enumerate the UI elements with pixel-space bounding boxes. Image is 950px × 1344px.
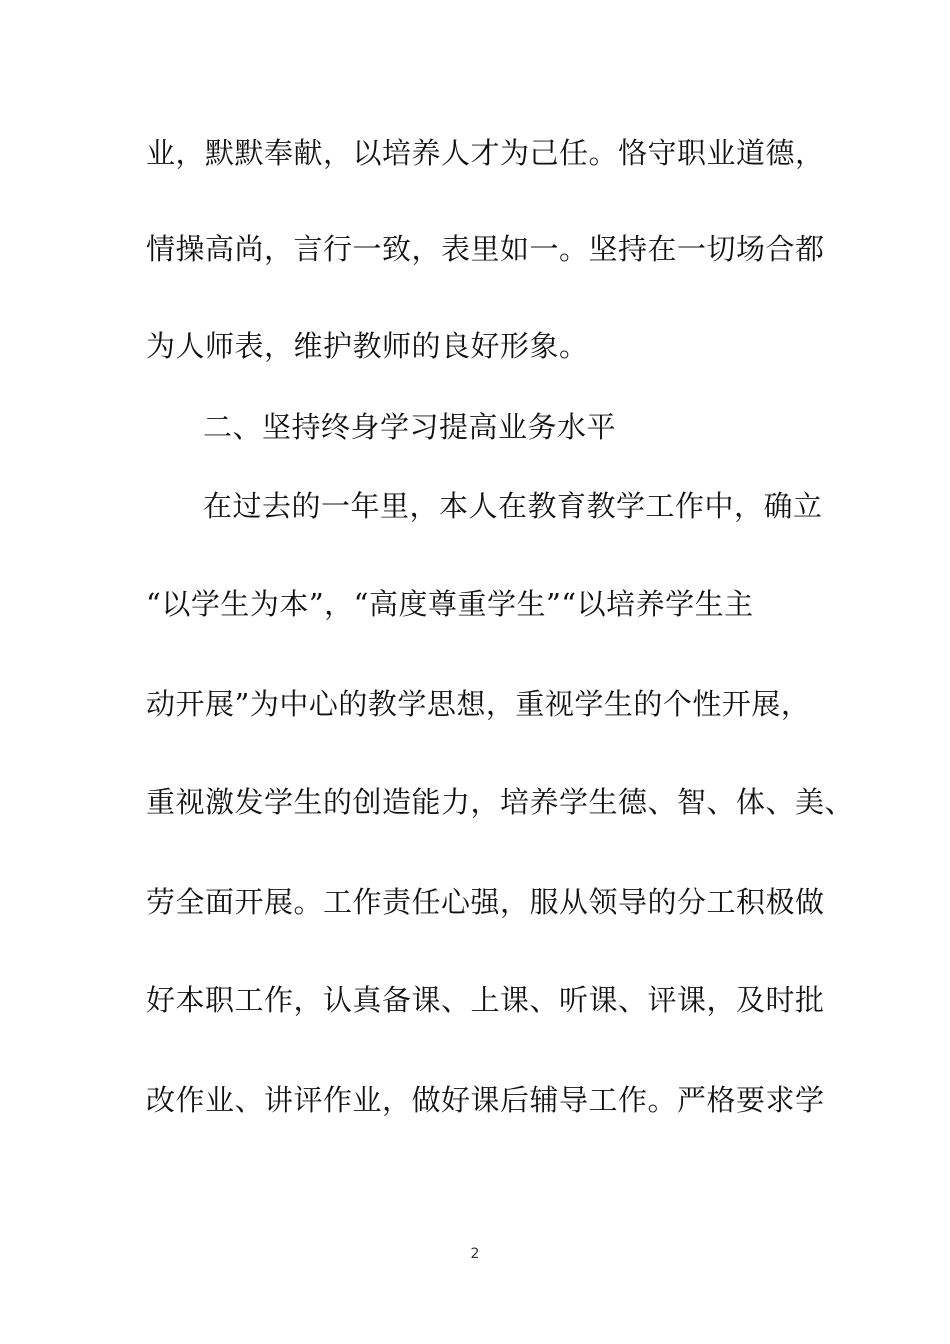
body-text-line: 动开展”为中心的教学思想，重视学生的个性开展， [146,687,811,721]
body-text-line: “以学生为本”，“高度尊重学生”“以培养学生主 [146,587,754,621]
body-text-line: 为人师表，维护教师的良好形象。 [146,329,589,363]
body-text-line: 业，默默奉献，以培养人才为己任。恪守职业道德， [146,136,825,170]
body-text-line: 情操高尚，言行一致，表里如一。坚持在一切场合都 [146,232,825,266]
body-text-line: 劳全面开展。工作责任心强，服从领导的分工积极做 [146,885,825,919]
body-text-line: 重视激发学生的创造能力，培养学生德、智、体、美、 [146,785,855,819]
page-number: 2 [470,1246,480,1262]
body-text-line: 在过去的一年里，本人在教育教学工作中，确立 [203,489,823,523]
section-heading: 二、坚持终身学习提高业务水平 [203,410,617,444]
body-text-line: 好本职工作，认真备课、上课、听课、评课，及时批 [146,983,825,1017]
body-text-line: 改作业、讲评作业，做好课后辅导工作。严格要求学 [146,1083,825,1117]
